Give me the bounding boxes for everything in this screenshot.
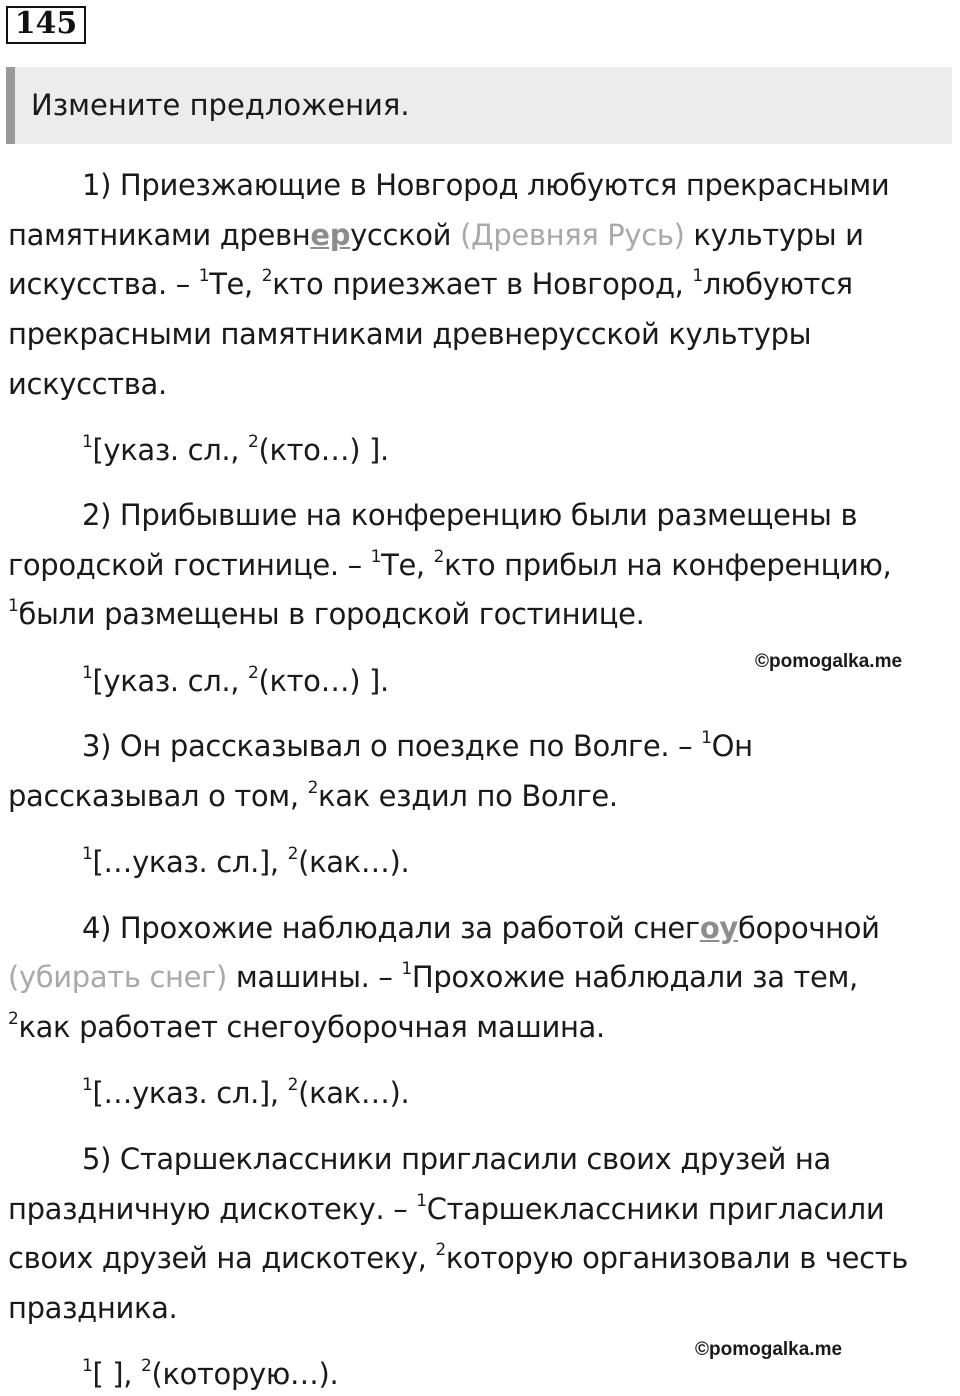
item-5-scheme: $^1$[ ], $^2$(которую…).	[82, 1356, 339, 1391]
item-2-scheme: $^1$[указ. сл., $^2$(кто…) ].	[82, 663, 389, 698]
instruction-bar	[6, 67, 952, 144]
item-4-line-2: (убирать снег) машины. – $^1$Прохожие наблюдали за тем,	[8, 959, 858, 994]
item-1-line-1: 1) Приезжающие в Новгород любуются прекрасными	[82, 168, 890, 202]
item-1-line-3: искусства. – $^1$Те, $^2$кто приезжает в Новгород, $^1$любуются	[8, 266, 853, 301]
item-2-line-1: 2) Прибывшие на конференцию были размещены в	[82, 498, 858, 532]
item-1-line-5: искусства.	[8, 367, 167, 401]
item-3-line-1: 3) Он рассказывал о поездке по Волге. – $^1$Он	[82, 728, 753, 763]
item-5-line-4: праздника.	[8, 1291, 178, 1325]
item-4-line-1: 4) Прохожие наблюдали за работой снегоуборочной	[82, 911, 880, 945]
item-4-scheme: $^1$[…указ. сл.], $^2$(как…).	[82, 1075, 410, 1110]
highlighted-vowel: ер	[310, 218, 351, 252]
watermark: ©pomogalka.me	[755, 651, 903, 672]
highlighted-vowel: оу	[699, 911, 738, 945]
instruction-text: Измените предложения.	[31, 88, 410, 122]
item-5-line-1: 5) Старшеклассники пригласили своих друзей на	[82, 1142, 831, 1176]
item-3-line-2: рассказывал о том, $^2$как ездил по Волге.	[8, 778, 618, 813]
task-number: 145	[6, 6, 86, 44]
item-3-scheme: $^1$[…указ. сл.], $^2$(как…).	[82, 844, 410, 879]
hint-text: (Древняя Русь)	[460, 218, 685, 252]
item-5-line-3: своих друзей на дискотеку, $^2$которую организовали в честь	[8, 1240, 908, 1275]
item-4-line-3: $^2$как работает снегоуборочная машина.	[8, 1009, 605, 1044]
item-5-line-2: праздничную дискотеку. – $^1$Старшеклассники пригласили	[8, 1191, 885, 1226]
item-1-line-4: прекрасными памятниками древнерусской культуры	[8, 317, 812, 351]
hint-text: (убирать снег)	[8, 960, 227, 994]
item-1-line-2: памятниками древнерусской (Древняя Русь) культуры и	[8, 218, 864, 252]
item-1-scheme: $^1$[указ. сл., $^2$(кто…) ].	[82, 432, 389, 467]
item-2-line-2: городской гостинице. – $^1$Те, $^2$кто прибыл на конференцию,	[8, 547, 892, 582]
item-2-line-3: $^1$были размещены в городской гостинице.	[8, 596, 645, 631]
watermark: ©pomogalka.me	[695, 1339, 843, 1360]
